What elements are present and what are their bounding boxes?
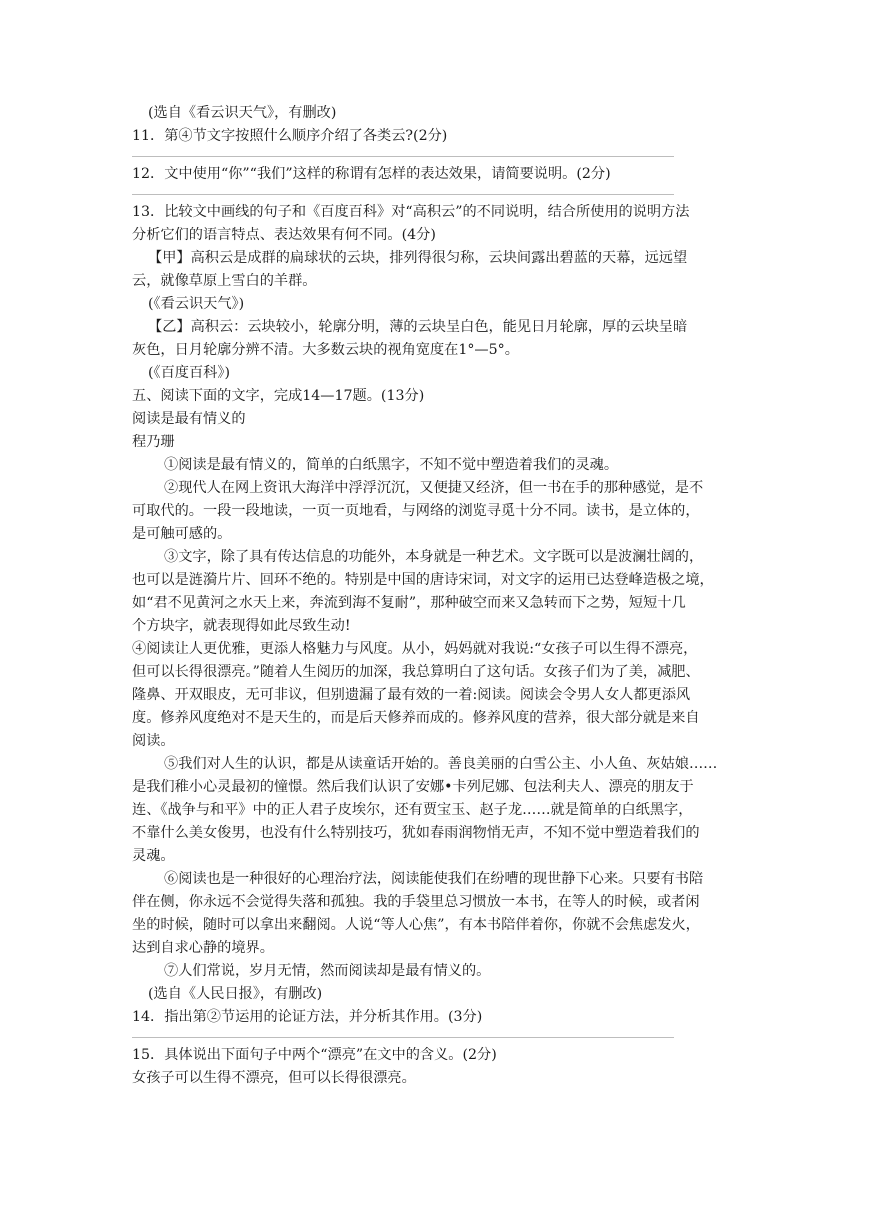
- article-line: ①阅读是最有情义的，简单的白纸黑字，不知不觉中塑造着我们的灵魂。: [164, 457, 619, 473]
- answer-line: [132, 1037, 674, 1038]
- article-line: 但可以长得很漂亮。”随着人生阅历的加深，我总算明白了这句话。女孩子们为了美，减肥、: [132, 664, 700, 680]
- article-line: ③文字，除了具有传达信息的功能外，本身就是一种艺术。文字既可以是波澜壮阔的，: [164, 549, 704, 565]
- article-line: 度。修养风度绝对不是天生的，而是后天修养而成的。修养风度的营养，很大部分就是来自: [132, 710, 700, 726]
- question-15: 15．具体说出下面句子中两个“漂亮”在文中的含义。(2分): [132, 1047, 497, 1063]
- article-line: ②现代人在网上资讯大海洋中浮浮沉沉，又便捷又经济，但一书在手的那种感觉，是不: [164, 480, 704, 496]
- answer-line: [132, 156, 674, 157]
- article-body: [132, 454, 742, 983]
- article-line: 也可以是涟漪片片、回环不绝的。特别是中国的唐诗宋词，对文字的运用已达登峰造极之境，: [132, 572, 714, 588]
- article-line: 是我们稚小心灵最初的憧憬。然后我们认识了安娜•卡列尼娜、包法利夫人、漂亮的朋友于: [132, 779, 694, 795]
- article-line: ⑥阅读也是一种很好的心理治疗法，阅读能使我们在纷嘈的现世静下心来。只要有书陪: [164, 871, 704, 887]
- article-line: 个方块字，就表现得如此尽致生动!: [132, 618, 351, 634]
- article-line: 隆鼻、开双眼皮，无可非议，但别遗漏了最有效的一着:阅读。阅读会令男人女人都更添风: [132, 687, 691, 703]
- question-11: 11．第④节文字按照什么顺序介绍了各类云?(2分): [132, 128, 448, 144]
- article-line: ④阅读让人更优雅，更添人格魅力与风度。从小，妈妈就对我说:“女孩子可以生得不漂亮，: [132, 641, 698, 657]
- article-line: 是可触可感的。: [132, 526, 232, 542]
- question-13-line-1: 13．比较文中画线的句子和《百度百科》对“高积云”的不同说明，结合所使用的说明方法: [132, 204, 690, 220]
- article-line: 伴在侧，你永远不会觉得失落和孤独。我的手袋里总习惯放一本书，在等人的时候，或者闲: [132, 894, 700, 910]
- passage-jia-line-1: 【甲】高积云是成群的扁球状的云块，排列得很匀称，云块间露出碧蓝的天幕，远远望: [148, 250, 688, 266]
- article-line: 不靠什么美女俊男，也没有什么特别技巧，犹如春雨润物悄无声，不知不觉中塑造着我们的: [132, 825, 700, 841]
- article-line: 如“君不见黄河之水天上来，奔流到海不复耐”，那种破空而来又急转而下之势，短短十几: [132, 595, 686, 611]
- exam-page: [132, 102, 742, 1090]
- passage-yi-line-2: 灰色，日月轮廓分辨不清。大多数云块的视角宽度在1°—5°。: [132, 342, 519, 358]
- article-line: ⑦人们常说，岁月无情，然而阅读却是最有情义的。: [164, 963, 491, 979]
- passage-jia-line-2: 云，就像草原上雪白的羊群。: [132, 273, 317, 289]
- passage-yi-source: (《百度百科》): [148, 365, 230, 381]
- article-line: 坐的时候，随时可以拿出来翻阅。人说“等人心焦”，有本书陪伴着你，你就不会焦虑发火，: [132, 917, 700, 933]
- source-note: (选自《看云识天气》，有删改): [148, 105, 337, 121]
- question-12: 12．文中使用“你”“我们”这样的称谓有怎样的表达效果，请简要说明。(2分): [132, 166, 611, 182]
- article-line: ⑤我们对人生的认识，都是从读童话开始的。善良美丽的白雪公主、小人鱼、灰姑娘……: [164, 756, 718, 772]
- article-source: (选自《人民日报》，有删改): [148, 986, 323, 1002]
- article-line: 灵魂。: [132, 848, 175, 864]
- question-14: 14．指出第②节运用的论证方法，并分析其作用。(3分): [132, 1009, 483, 1025]
- answer-line: [132, 194, 674, 195]
- passage-jia-source: (《看云识天气》): [148, 296, 245, 312]
- passage-yi-line-1: 【乙】高积云：云块较小，轮廓分明，薄的云块呈白色，能见日月轮廓，厚的云块呈暗: [148, 319, 688, 335]
- article-title: 阅读是最有情义的: [132, 411, 246, 427]
- article-line: 可取代的。一段一段地读，一页一页地看，与网络的浏览寻觅十分不同。读书，是立体的，: [132, 503, 700, 519]
- question-15-quote: 女孩子可以生得不漂亮，但可以长得很漂亮。: [132, 1070, 416, 1086]
- article-line: 阅读。: [132, 733, 175, 749]
- question-13-line-2: 分析它们的语言特点、表达效果有何不同。(4分): [132, 227, 436, 243]
- section-5-heading: 五、阅读下面的文字，完成14—17题。(13分): [132, 388, 425, 404]
- article-line: 达到自求心静的境界。: [132, 940, 274, 956]
- article-line: 连、《战争与和平》中的正人君子皮埃尔，还有贾宝玉、赵子龙……就是简单的白纸黑字，: [132, 802, 693, 818]
- article-author: 程乃珊: [132, 434, 175, 450]
